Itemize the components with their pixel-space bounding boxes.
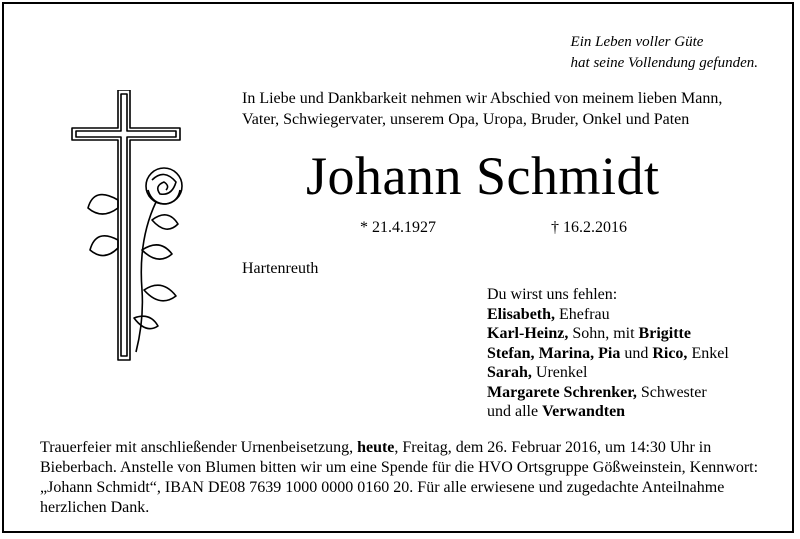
motto-line-2: hat seine Vollendung gefunden. <box>570 55 758 71</box>
list-item: Stefan, Marina, Pia und Rico, Enkel <box>487 344 729 362</box>
funeral-notice: Trauerfeier mit anschließender Urnenbeisetzung, heute, Freitag, dem 26. Februar 2016, um 14:30 Uhr in Bieberbach. Anstelle von Blumen bitten wir um eine Spende für die HVO Ortsgruppe Gößweinstein, Kennwort: „Johann Schmidt“, IBAN DE08 7639 1000 0000 0160 20. Für alle erwiesene und zugedachte Anteilnahme herzlichen Dank. <box>40 439 759 516</box>
list-item: Karl-Heinz, Sohn, mit Brigitte <box>487 325 691 342</box>
intro-line-2: Vater, Schwiegervater, unserem Opa, Uropa, Bruder, Onkel und Paten <box>242 111 690 128</box>
list-item: Margarete Schrenker, Schwester <box>487 383 707 401</box>
list-item: und alle Verwandten <box>487 403 626 420</box>
intro-text <box>242 88 782 130</box>
residence-place: Hartenreuth <box>242 260 319 277</box>
obituary-notice <box>2 2 794 533</box>
death-date: † 16.2.2016 <box>551 219 627 236</box>
cross-with-rose-icon <box>68 90 208 370</box>
deceased-name: Johann Schmidt <box>306 146 660 206</box>
list-item: Sarah, Urenkel <box>487 364 588 381</box>
motto-line-1: Ein Leben voller Güte <box>570 34 704 50</box>
birth-date: * 21.4.1927 <box>360 219 436 236</box>
list-item: Elisabeth, Ehefrau <box>487 305 610 323</box>
intro-line-1: In Liebe und Dankbarkeit nehmen wir Abschied von meinem lieben Mann, <box>242 90 723 107</box>
motto <box>571 32 758 74</box>
family-list <box>487 285 729 422</box>
family-heading: Du wirst uns fehlen: <box>487 286 618 303</box>
